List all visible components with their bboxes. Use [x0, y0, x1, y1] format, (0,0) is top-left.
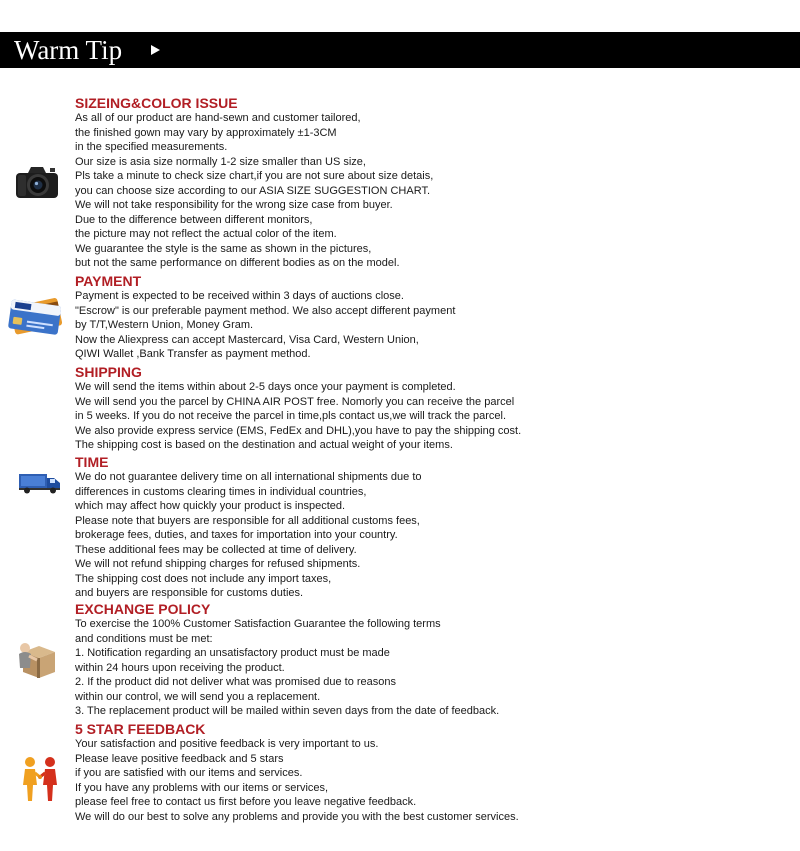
camera-icon	[14, 164, 60, 200]
section-text-line: Now the Aliexpress can accept Mastercard, Visa Card, Western Union,	[75, 333, 419, 346]
section-heading: PAYMENT	[75, 273, 142, 289]
section-text-line: The shipping cost is based on the destination and actual weight of your items.	[75, 439, 453, 452]
section-text-line: please feel free to contact us first before you leave negative feedback.	[75, 796, 417, 809]
section-text-line: Please note that buyers are responsible for all additional customs fees,	[75, 514, 420, 527]
section-text-line: in 5 weeks. If you do not receive the parcel in time,pls contact us,we will track the parcel.	[75, 410, 507, 423]
section-text-line: by T/T,Western Union, Money Gram.	[75, 319, 254, 332]
section-text-line: if you are satisfied with our items and services.	[75, 767, 303, 780]
delivery-truck-icon	[18, 472, 62, 494]
section-payment	[75, 273, 775, 362]
section-text-line: We will not take responsibility for the wrong size case from buyer.	[75, 199, 393, 212]
section-heading: TIME	[75, 454, 109, 470]
section-text-line: Please leave positive feedback and 5 stars	[75, 752, 284, 765]
section-text-line: Your satisfaction and positive feedback is very important to us.	[75, 738, 379, 750]
section-text-line: We will send you the parcel by CHINA AIR POST free. Nomorly you can receive the parcel	[75, 395, 515, 408]
section-text-line: We will not refund shipping charges for refused shipments.	[75, 558, 361, 571]
section-text-line: the picture may not reflect the actual color of the item.	[75, 228, 337, 241]
handshake-icon	[20, 755, 60, 803]
section-text-line: Pls take a minute to check size chart,if you are not sure about size detais,	[75, 170, 434, 183]
section-shipping	[75, 364, 775, 453]
section-text-line: you can choose size according to our ASIA SIZE SUGGESTION CHART.	[75, 184, 431, 197]
section-text-line: differences in customs clearing times in individual countries,	[75, 485, 367, 498]
play-arrow-icon	[151, 45, 160, 55]
section-text-line: If you have any problems with our items or services,	[75, 781, 329, 794]
section-text-line: "Escrow" is our preferable payment method. We also accept different payment	[75, 304, 456, 317]
section-heading: 5 STAR FEEDBACK	[75, 721, 206, 737]
section-sizing-color	[75, 95, 775, 271]
warm-tip-banner	[0, 32, 800, 68]
section-text-line: but not the same performance on different bodies as on the model.	[75, 257, 400, 270]
section-text-line: which may affect how quickly your product is inspected.	[75, 500, 346, 513]
section-text-line: and buyers are responsible for customs duties.	[75, 587, 304, 600]
section-text-line: We guarantee the style is the same as shown in the pictures,	[75, 242, 372, 255]
section-text-line: We also provide express service (EMS, FedEx and DHL),you have to pay the shipping cost.	[75, 424, 522, 437]
section-text-line: within our control, we will send you a replacement.	[75, 690, 321, 703]
section-text-line: in the specified measurements.	[75, 141, 228, 154]
section-text-line: 2. If the product did not deliver what was promised due to reasons	[75, 676, 397, 689]
section-text-line: the finished gown may vary by approximately ±1-3CM	[75, 126, 337, 139]
section-text-line: Payment is expected to be received within 3 days of auctions close.	[75, 290, 404, 302]
section-text-line: Our size is asia size normally 1-2 size smaller than US size,	[75, 155, 366, 168]
section-heading: SHIPPING	[75, 364, 142, 380]
section-heading: SIZEING&COLOR ISSUE	[75, 95, 238, 111]
section-text-line: brokerage fees, duties, and taxes for importation into your country.	[75, 529, 398, 542]
section-exchange-policy	[75, 601, 775, 719]
section-text-line: We will send the items within about 2-5 days once your payment is completed.	[75, 381, 456, 393]
package-icon	[15, 638, 59, 682]
section-text-line: To exercise the 100% Customer Satisfaction Guarantee the following terms	[75, 618, 441, 630]
section-heading: EXCHANGE POLICY	[75, 601, 211, 617]
section-text-line: These additional fees may be collected at time of delivery.	[75, 543, 357, 556]
credit-card-icon	[4, 294, 70, 336]
section-5-star-feedback	[75, 721, 775, 824]
section-text-line: We will do our best to solve any problems and provide you with the best customer services.	[75, 810, 519, 823]
section-text-line: within 24 hours upon receiving the product.	[75, 661, 285, 674]
banner-title: Warm Tip	[14, 35, 123, 65]
section-text-line: 3. The replacement product will be mailed within seven days from the date of feedback.	[75, 705, 500, 718]
section-text-line: Due to the difference between different monitors,	[75, 213, 313, 226]
section-text-line: We do not guarantee delivery time on all international shipments due to	[75, 471, 422, 483]
section-time	[75, 454, 775, 601]
section-text-line: QIWI Wallet ,Bank Transfer as payment method.	[75, 348, 311, 361]
section-text-line: 1. Notification regarding an unsatisfactory product must be made	[75, 647, 390, 660]
section-text-line: As all of our product are hand-sewn and customer tailored,	[75, 112, 361, 124]
section-text-line: The shipping cost does not include any import taxes,	[75, 572, 332, 585]
section-text-line: and conditions must be met:	[75, 632, 213, 645]
